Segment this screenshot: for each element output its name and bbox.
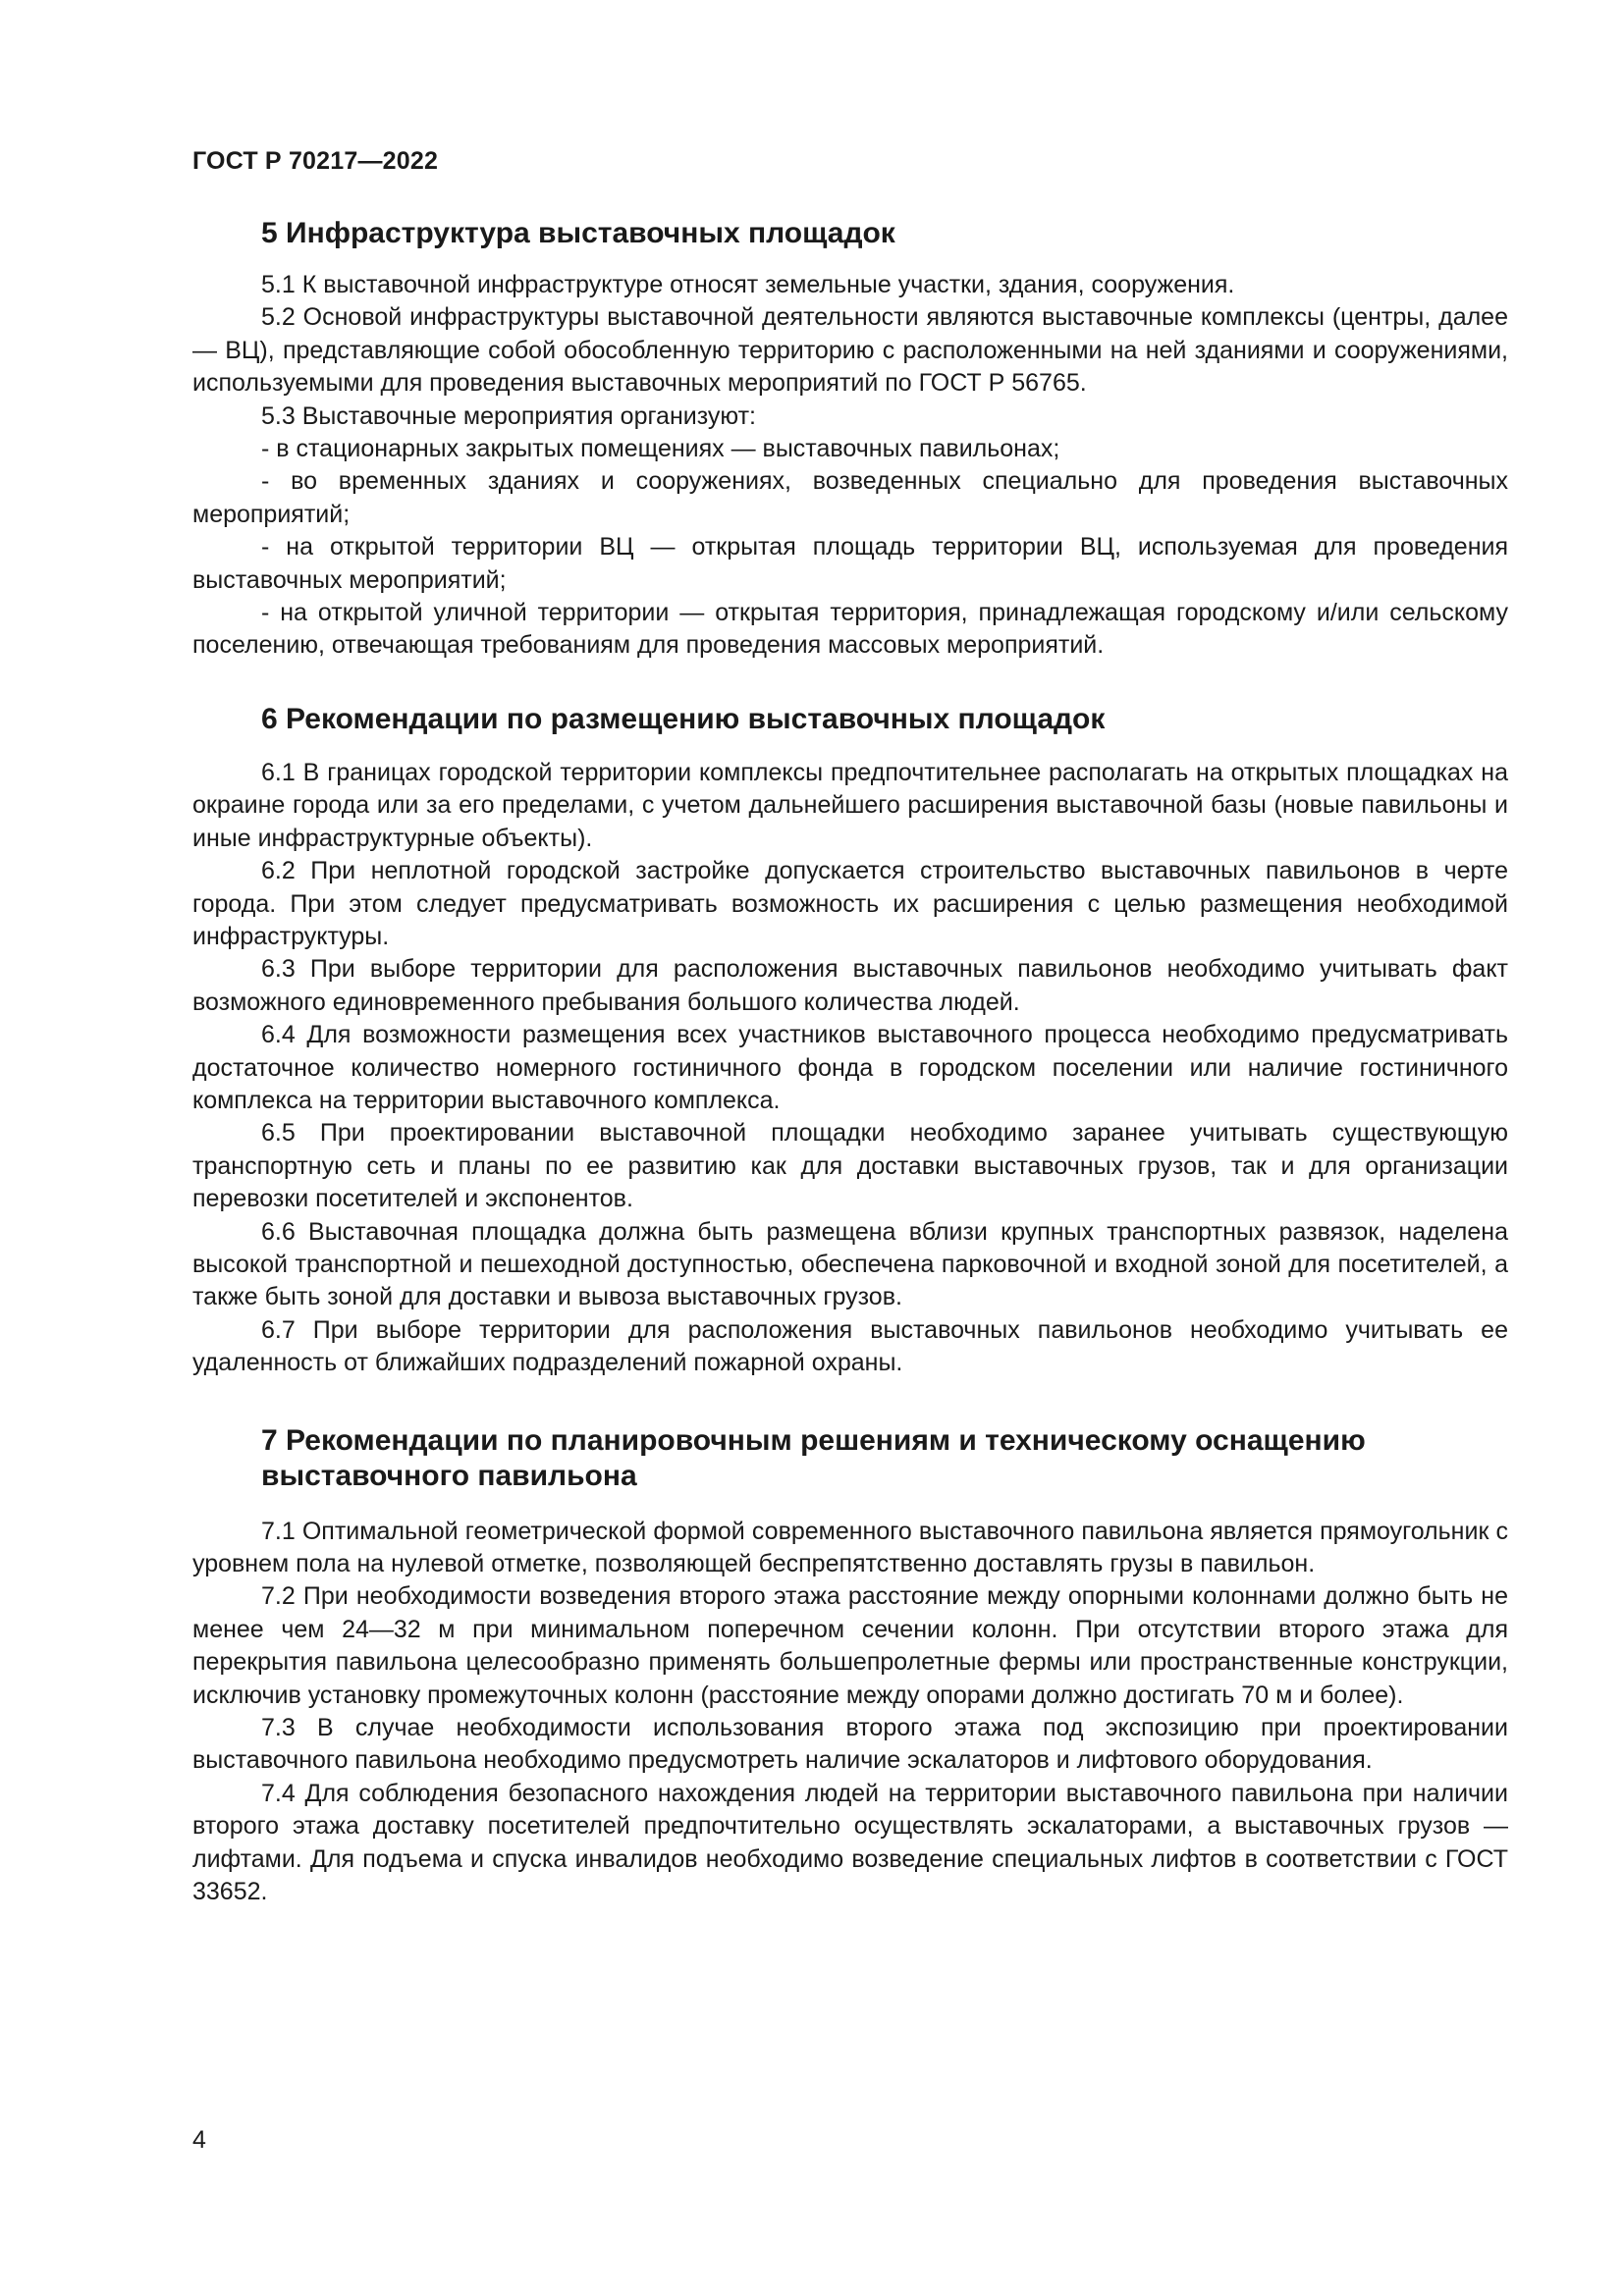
paragraph-6-2: 6.2 При неплотной городской застройке допускается строительство выставочных павильонов в черте города. При этом следует предусматривать возможность их расширения с целью размещения необходимой инфраструктуры. — [192, 857, 1508, 950]
paragraph-6-3: 6.3 При выборе территории для расположения выставочных павильонов необходимо учитывать факт возможного единовременного пребывания большого количества людей. — [192, 955, 1508, 1016]
paragraph-6-6: 6.6 Выставочная площадка должна быть размещена вблизи крупных транспортных развязок, наделена высокой транспортной и пешеходной доступностью, обеспечена парковочной и входной зоной для посетителей, а также быть зоной для доставки и вывоза выставочных грузов. — [192, 1217, 1508, 1311]
paragraph-6-1: 6.1 В границах городской территории комплексы предпочтительнее располагать на открытых площадках на окраине города или за его пределами, с учетом дальнейшего расширения выставочной базы (новые павильоны и иные инфраструктурные объекты). — [192, 758, 1508, 852]
section-7-heading: 7 Рекомендации по планировочным решениям и техническому оснащению выставочного павильона — [261, 1423, 1366, 1492]
list-item: - в стационарных закрытых помещениях — выставочных павильонах; — [261, 435, 1060, 463]
list-item: - во временных зданиях и сооружениях, возведенных специально для проведения выставочных мероприятий; — [192, 467, 1508, 528]
paragraph-5-1: 5.1 К выставочной инфраструктуре относят земельные участки, здания, сооружения. — [261, 271, 1235, 298]
standard-code-header: ГОСТ Р 70217—2022 — [192, 147, 439, 175]
paragraph-5-2: 5.2 Основой инфраструктуры выставочной деятельности являются выставочные комплексы (центры, далее — ВЦ), представляющие собой обособленную территорию с расположенными на ней зданиями и сооружениями, используемыми для проведения выставочных мероприятий по ГОСТ Р 56765. — [192, 303, 1508, 398]
paragraph-6-5: 6.5 При проектировании выставочной площадки необходимо заранее учитывать существующую транспортную сеть и планы по ее развитию как для доставки выставочных грузов, так и для организации перевозки посетителей и экспонентов. — [192, 1119, 1508, 1213]
paragraph-7-4: 7.4 Для соблюдения безопасного нахождения людей на территории выставочного павильона при наличии второго этажа доставку посетителей предпочтительно осуществлять эскалаторами, а выставочных грузов — лифтами. Для подъема и спуска инвалидов необходимо возведение специальных лифтов в соответствии с ГОСТ 33652. — [192, 1779, 1508, 1906]
section-6-heading: 6 Рекомендации по размещению выставочных площадок — [261, 702, 1106, 735]
page-number: 4 — [192, 2126, 206, 2154]
list-item: - на открытой уличной территории — открытая территория, принадлежащая городскому и/или сельскому поселению, отвечающая требованиям для проведения массовых мероприятий. — [192, 599, 1508, 660]
paragraph-7-1: 7.1 Оптимальной геометрической формой современного выставочного павильона является прямоугольник с уровнем пола на нулевой отметке, позволяющей беспрепятственно доставлять грузы в павильон. — [192, 1517, 1508, 1577]
paragraph-7-2: 7.2 При необходимости возведения второго этажа расстояние между опорными колоннами должно быть не менее чем 24—32 м при минимальном поперечном сечении колонн. При отсутствии второго этажа для перекрытия павильона целесообразно применять большепролетные фермы или пространственные конструкции, исключив установку промежуточных колонн (расстояние между опорами должно достигать 70 м и более). — [192, 1582, 1508, 1709]
paragraph-6-7: 6.7 При выборе территории для расположения выставочных павильонов необходимо учитывать ее удаленность от ближайших подразделений пожарной охраны. — [192, 1315, 1508, 1377]
list-item: - на открытой территории ВЦ — открытая площадь территории ВЦ, используемая для проведения выставочных мероприятий; — [192, 533, 1508, 594]
paragraph-6-4: 6.4 Для возможности размещения всех участников выставочного процесса необходимо предусматривать достаточное количество номерного гостиничного фонда в городском поселении или наличие гостиничного комплекса на территории выставочного комплекса. — [192, 1021, 1508, 1114]
section-5-heading: 5 Инфраструктура выставочных площадок — [261, 217, 895, 249]
page-content — [192, 216, 1508, 1908]
paragraph-7-3: 7.3 В случае необходимости использования второго этажа под экспозицию при проектировании выставочного павильона необходимо предусмотреть наличие эскалаторов и лифтового оборудования. — [192, 1714, 1508, 1775]
paragraph-5-3: 5.3 Выставочные мероприятия организуют: — [261, 401, 756, 430]
